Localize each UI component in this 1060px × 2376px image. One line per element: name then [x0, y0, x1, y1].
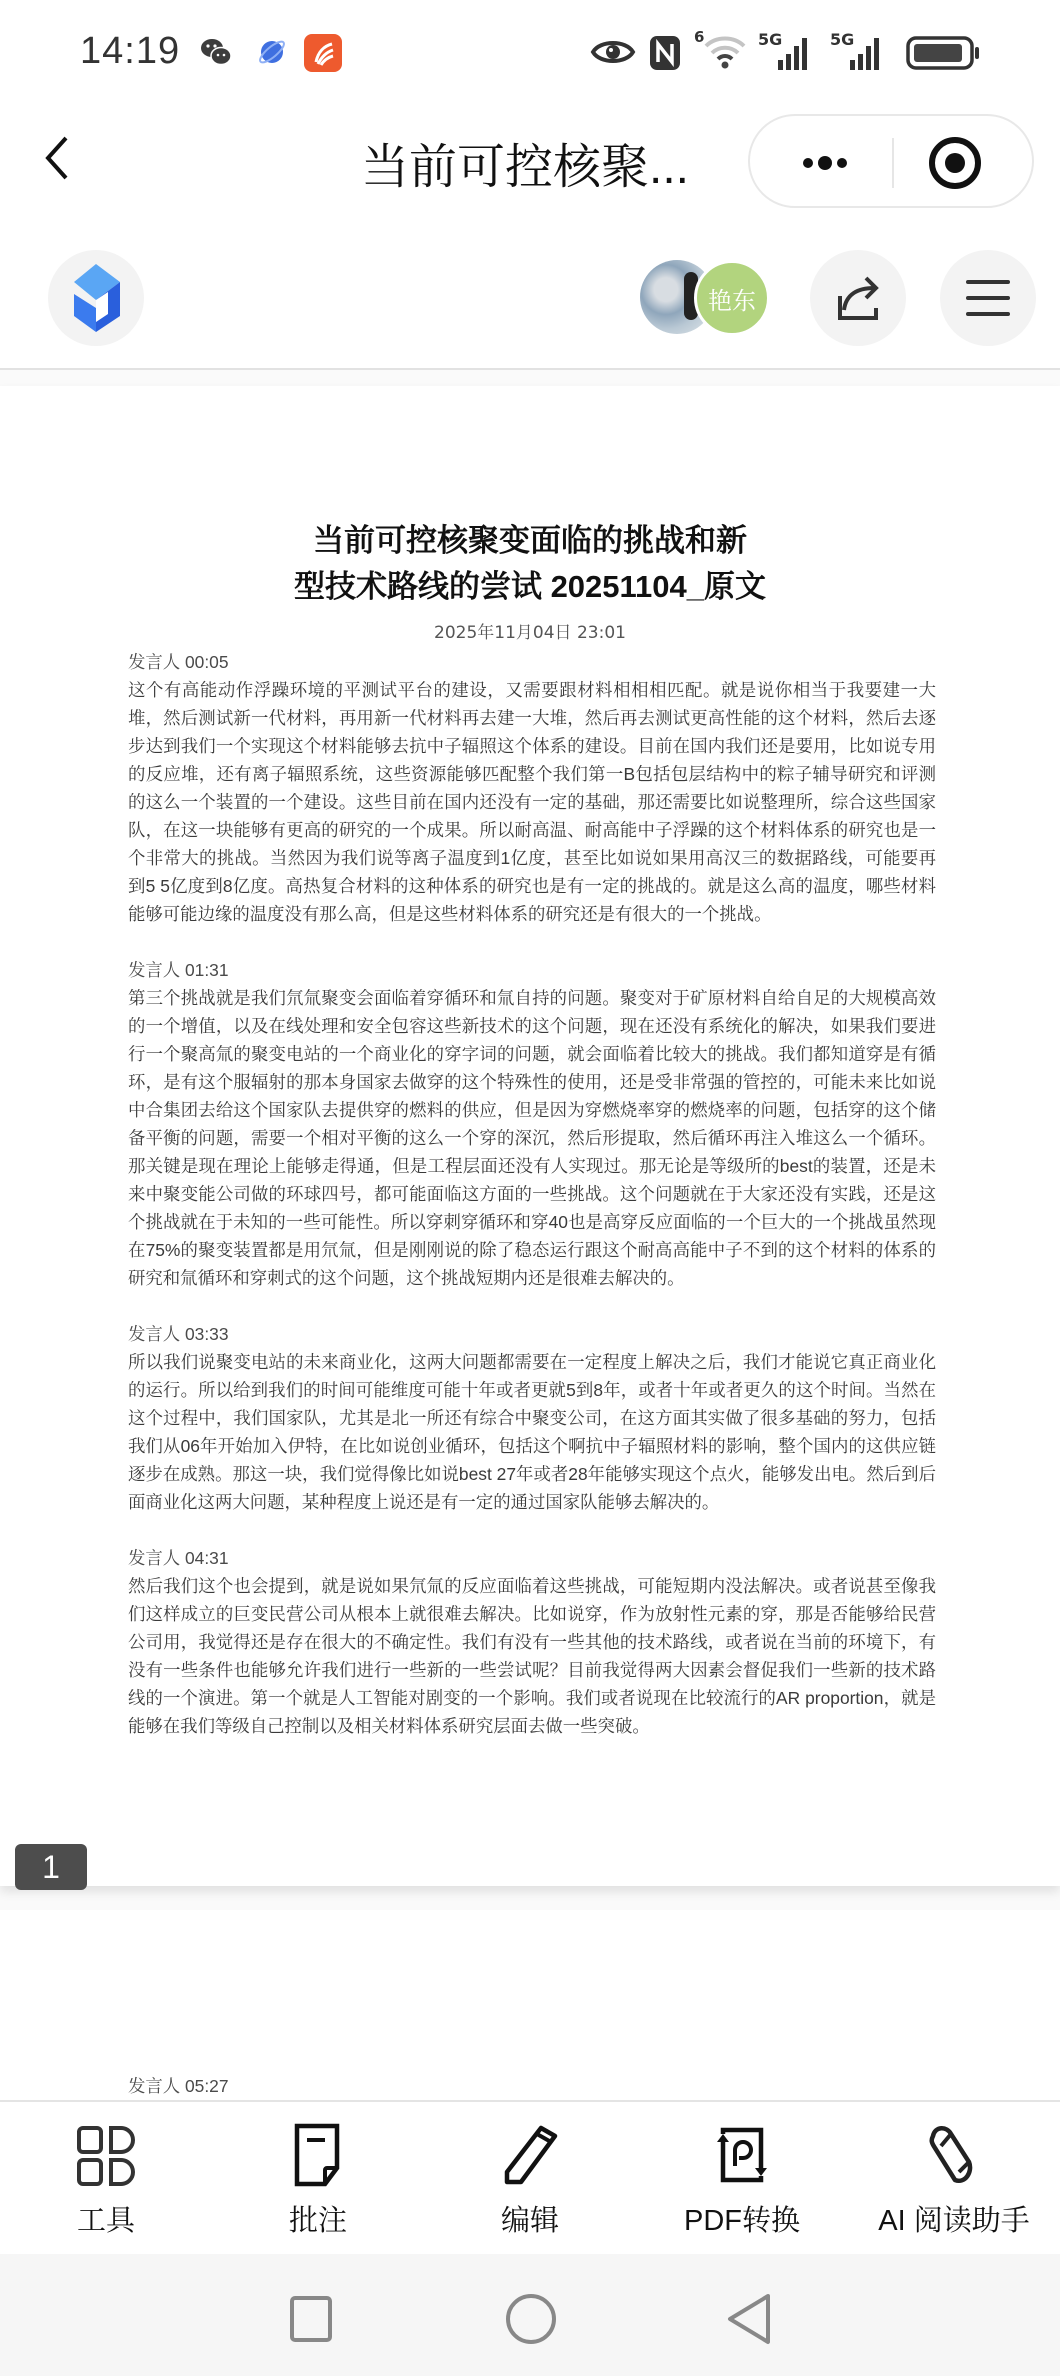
transcript-paragraph: 所以我们说聚变电站的未来商业化，这两大问题都需要在一定程度上解决之后，我们才能说它真正商业化的运行。所以给到我们的时间可能维度可能十年或者更就5到8年，或者十年或者更久的这个时间。当然在这个过程中，我们国家队，尤其是北一所还有综合中聚变公司，在这方面其实做了很多基础的努力，包括我们从06年开始加入伊特，在比如说创业循环，包括这个啊抗中子辐照材料的影响，整个国内的这供应链逐步在成熟。那这一块，我们觉得像比如说best 27年或者28年能够实现这个点火，能够发出电。然后到后面商业化这两大问题，某种程度上说还是有一定的通过国家队能够去解决的。 [128, 1352, 936, 1512]
document-title-line-1: 当前可控核聚变面临的挑战和新 [313, 523, 747, 558]
back-triangle-icon[interactable] [724, 2292, 774, 2346]
target-circle-icon [922, 130, 988, 196]
wifi-6-badge: 6 [694, 28, 705, 46]
ai-reading-assistant-button[interactable] [848, 2122, 1060, 2242]
back-button[interactable] [36, 130, 80, 186]
speaker-timestamp: 发言人 01:31 [128, 960, 229, 980]
ai-reading-assistant-label: AI 阅读助手 [878, 2205, 1030, 2237]
document-viewer[interactable] [0, 370, 1060, 2105]
chevron-left-icon [36, 130, 80, 186]
tools-button[interactable] [0, 2122, 212, 2242]
document-page [0, 1910, 1060, 2105]
hamburger-menu-icon [940, 250, 1036, 346]
more-button[interactable] [780, 138, 870, 188]
network-5g-label-1: 5G [758, 30, 783, 49]
nfc-icon [648, 34, 682, 72]
tools-label: 工具 [76, 2205, 135, 2237]
capsule-menu [748, 114, 1034, 208]
status-bar [0, 0, 1060, 100]
close-miniprogram-button[interactable] [922, 130, 988, 196]
transcript-section [128, 648, 936, 928]
home-circle-icon[interactable] [504, 2292, 558, 2346]
pencil-edit-icon [497, 2122, 563, 2188]
annotation-note-icon [285, 2122, 351, 2188]
transcript-body [128, 648, 936, 1768]
office-app-icon [304, 34, 342, 72]
transcript-section [128, 1320, 936, 1516]
signal-5g-icon [828, 34, 888, 72]
signal-5g-icon [756, 34, 816, 72]
ai-assistant-icon [921, 2122, 987, 2188]
browser-planet-icon [256, 36, 288, 68]
transcript-paragraph: 这个有高能动作浮躁环境的平测试平台的建设，又需要跟材料相相相匹配。就是说你相当于我要建一大堆，然后测试新一代材料，再用新一代材料再去建一大堆，然后再去测试更高性能的这个材料，然后去逐步达到我们一个实现这个材料能够去抗中子辐照这个体系的建设。目前在国内我们还是要用，比如说专用的反应堆，还有离子辐照系统，这些资源能够匹配整个我们第一B包括包层结构中的粽子辅导研究和评测的这么一个装置的一个建设。这些目前在国内还没有一定的基础，那还需要比如说整理所，综合这些国家队，在这一块能够有更高的研究的一个成果。所以耐高温、耐高能中子浮躁的这个材料体系的研究也是一个非常大的挑战。当然因为我们说等离子温度到1亿度，甚至比如说如果用高汉三的数据路线，可能要再到5 5亿度到8亿度。高热复合材料的这种体系的研究也是有一定的挑战的。就是这么高的温度，哪些材料能够可能边缘的温度没有那么高，但是这些材料体系的研究还是有很大的一个挑战。 [128, 680, 936, 924]
document-page [0, 386, 1060, 1886]
document-title-line-2: 型技术路线的尝试 20251104_原文 [293, 569, 767, 604]
speaker-timestamp: 发言人 00:05 [128, 652, 229, 672]
pdf-convert-button[interactable] [636, 2122, 848, 2242]
wechat-icon [200, 36, 232, 68]
transcript-section [128, 956, 936, 1292]
collaborator-avatar-name[interactable]: 艳东 [694, 260, 770, 336]
more-dots-icon [780, 138, 870, 188]
recents-square-icon[interactable] [288, 2294, 334, 2344]
speaker-timestamp: 发言人 04:31 [128, 1548, 229, 1568]
bottom-toolbar [0, 2100, 1060, 2252]
network-5g-label-2: 5G [830, 30, 855, 49]
annotate-button[interactable] [212, 2122, 424, 2242]
page-title: 当前可控核聚... [360, 141, 689, 194]
pdf-convert-icon [709, 2122, 775, 2188]
document-toolbar [0, 240, 1060, 370]
system-status-icons [590, 28, 990, 72]
pdf-convert-label: PDF转换 [683, 2205, 800, 2237]
status-time: 14:19 [80, 30, 181, 72]
app-logo[interactable] [48, 250, 144, 346]
wifi-6-icon [702, 34, 748, 70]
document-date: 2025年11月04日 23:01 [434, 623, 626, 643]
transcript-section [128, 1544, 936, 1740]
speaker-timestamp: 发言人 03:33 [128, 1324, 229, 1344]
battery-icon [906, 36, 982, 70]
transcript-paragraph: 第三个挑战就是我们氘氚聚变会面临着穿循环和氚自持的问题。聚变对于矿原材料自给自足的大规模高效的一个增值，以及在线处理和安全包容这些新技术的这个问题，现在还没有系统化的解决，如果我们要进行一个聚高氚的聚变电站的一个商业化的穿字词的问题，就会面临着比较大的挑战。我们都知道穿是有循环，是有这个服辐射的那本身国家去做穿的这个特殊性的使用，还是受非常强的管控的，可能未来比如说中合集团去给这个国家队去提供穿的燃料的供应，但是因为穿燃烧率穿的燃烧率的问题，包括穿的这个储备平衡的问题，需要一个相对平衡的这么一个穿的深沉，然后形提取，然后循环再注入堆这么一个循环。那关键是现在理论上能够走得通，但是工程层面还没有人实现过。那无论是等级所的best的装置，还是未来中聚变能公司做的环球四号，都可能面临这方面的一些挑战。这个问题就在于大家还没有实践，还是这个挑战就在于未知的一些可能性。所以穿刺穿循环和穿40也是高穿反应面临的一个巨大的一个挑战虽然现在75%的聚变装置都是用氘氚，但是刚刚说的除了稳态运行跟这个耐高高能中子不到的这个材料的体系的研究和氚循环和穿刺式的这个问题，这个挑战短期内还是很难去解决的。 [128, 988, 936, 1288]
capsule-divider [892, 138, 894, 188]
annotate-label: 批注 [288, 2205, 347, 2237]
mini-program-title-bar [0, 100, 1060, 212]
edit-button[interactable] [424, 2122, 636, 2242]
document-title [120, 518, 940, 610]
eye-comfort-icon [590, 36, 636, 68]
tools-grid-icon [73, 2122, 139, 2188]
page-number-badge: 1 [15, 1844, 87, 1890]
system-navigation-bar [0, 2254, 1060, 2376]
app-logo-icon [48, 250, 144, 346]
share-button[interactable] [810, 250, 906, 346]
speaker-timestamp: 发言人 05:27 [128, 2076, 229, 2096]
transcript-paragraph: 然后我们这个也会提到，就是说如果氘氚的反应面临着这些挑战，可能短期内没法解决。或者说甚至像我们这样成立的巨变民营公司从根本上就很难去解决。比如说穿，作为放射性元素的穿，那是否能够给民营公司用，我觉得还是存在很大的不确定性。我们有没有一些其他的技术路线，或者说在当前的环境下，有没有一些条件也能够允许我们进行一些新的一些尝试呢？目前我觉得两大因素会督促我们一些新的技术路线的一个演进。第一个就是人工智能对剧变的一个影响。我们或者说现在比较流行的AR proportion，就是能够在我们等级自己控制以及相关材料体系研究层面去做一些突破。 [128, 1576, 936, 1736]
share-icon [810, 250, 906, 346]
menu-button[interactable] [940, 250, 1036, 346]
edit-label: 编辑 [500, 2205, 559, 2237]
